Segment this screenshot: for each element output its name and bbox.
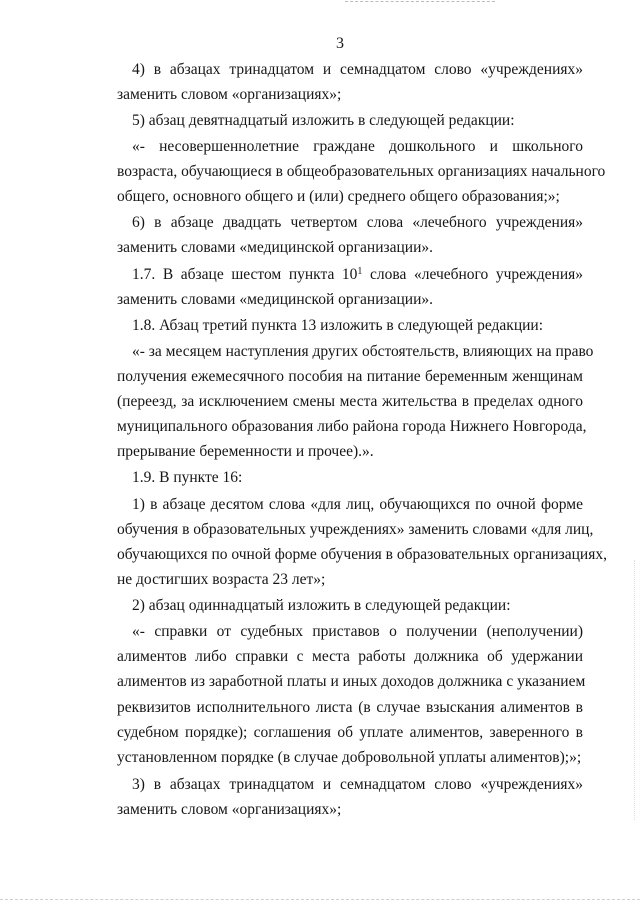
- text-line: «- за месяцем наступления других обстоятельств, влияющих на право: [132, 343, 594, 360]
- text-line: заменить словами «медицинской организации».: [117, 291, 434, 308]
- text-line: заменить словами «медицинской организации».: [117, 239, 434, 256]
- text-line: алиментов из заработной платы и иных доходов должника с указанием: [117, 673, 586, 690]
- text-line: реквизитов исполнительного листа (в случае взыскания алиментов в: [117, 699, 583, 716]
- text-line: 1.8. Абзац третий пункта 13 изложить в следующей редакции:: [132, 317, 544, 334]
- text-line: алиментов либо справки с места работы должника об удержании: [117, 648, 583, 665]
- text-line: заменить словом «организациях»;: [117, 86, 342, 103]
- text-line: обучающихся по очной форме обучения в образовательных организациях,: [117, 546, 607, 563]
- text-line: возраста, обучающиеся в общеобразовательных организациях начального: [117, 163, 606, 180]
- text-line: 3) в абзацах тринадцатом и семнадцатом слово «учреждениях»: [132, 776, 583, 793]
- text-line: не достигших возраста 23 лет»;: [117, 571, 326, 588]
- text-line: «- справки от судебных приставов о получении (неполучении): [132, 623, 583, 640]
- text-line: установленном порядке (в случае добровольной уплаты алиментов);»;: [117, 749, 582, 766]
- text-line: получения ежемесячного пособия на питание беременным женщинам: [117, 368, 583, 385]
- text-line: (переезд, за исключением смены места жительства в пределах одного: [117, 393, 583, 410]
- text-line: 1.7. В абзаце шестом пункта $10^1$ слова «лечебного учреждения»: [132, 266, 583, 283]
- text-line: 1) в абзаце десятом слова «для лиц, обучающихся по очной форме: [132, 496, 583, 513]
- text-line: судебном порядке); соглашения об уплате алиментов, заверенного в: [117, 724, 583, 741]
- text-line: «- несовершеннолетние граждане дошкольного и школьного: [132, 138, 583, 155]
- text-line: 2) абзац одиннадцатый изложить в следующей редакции:: [132, 597, 511, 614]
- page-number: 3: [336, 35, 344, 52]
- text-line: 1.9. В пункте 16:: [132, 469, 243, 486]
- text-line: 5) абзац девятнадцатый изложить в следующей редакции:: [132, 112, 515, 129]
- text-line: муниципального образования либо района города Нижнего Новгорода,: [117, 418, 587, 435]
- text-line: заменить словом «организациях»;: [117, 801, 342, 818]
- text-line: 6) в абзаце двадцать четвертом слова «лечебного учреждения»: [132, 214, 583, 231]
- text-line: обучения в образовательных учреждениях» заменить словами «для лиц,: [117, 521, 594, 538]
- text-line: общего, основного общего и (или) среднего общего образования;»;: [117, 188, 560, 205]
- text-line: 4) в абзацах тринадцатом и семнадцатом слово «учреждениях»: [132, 61, 583, 78]
- text-line: прерывание беременности и прочее).».: [117, 443, 374, 460]
